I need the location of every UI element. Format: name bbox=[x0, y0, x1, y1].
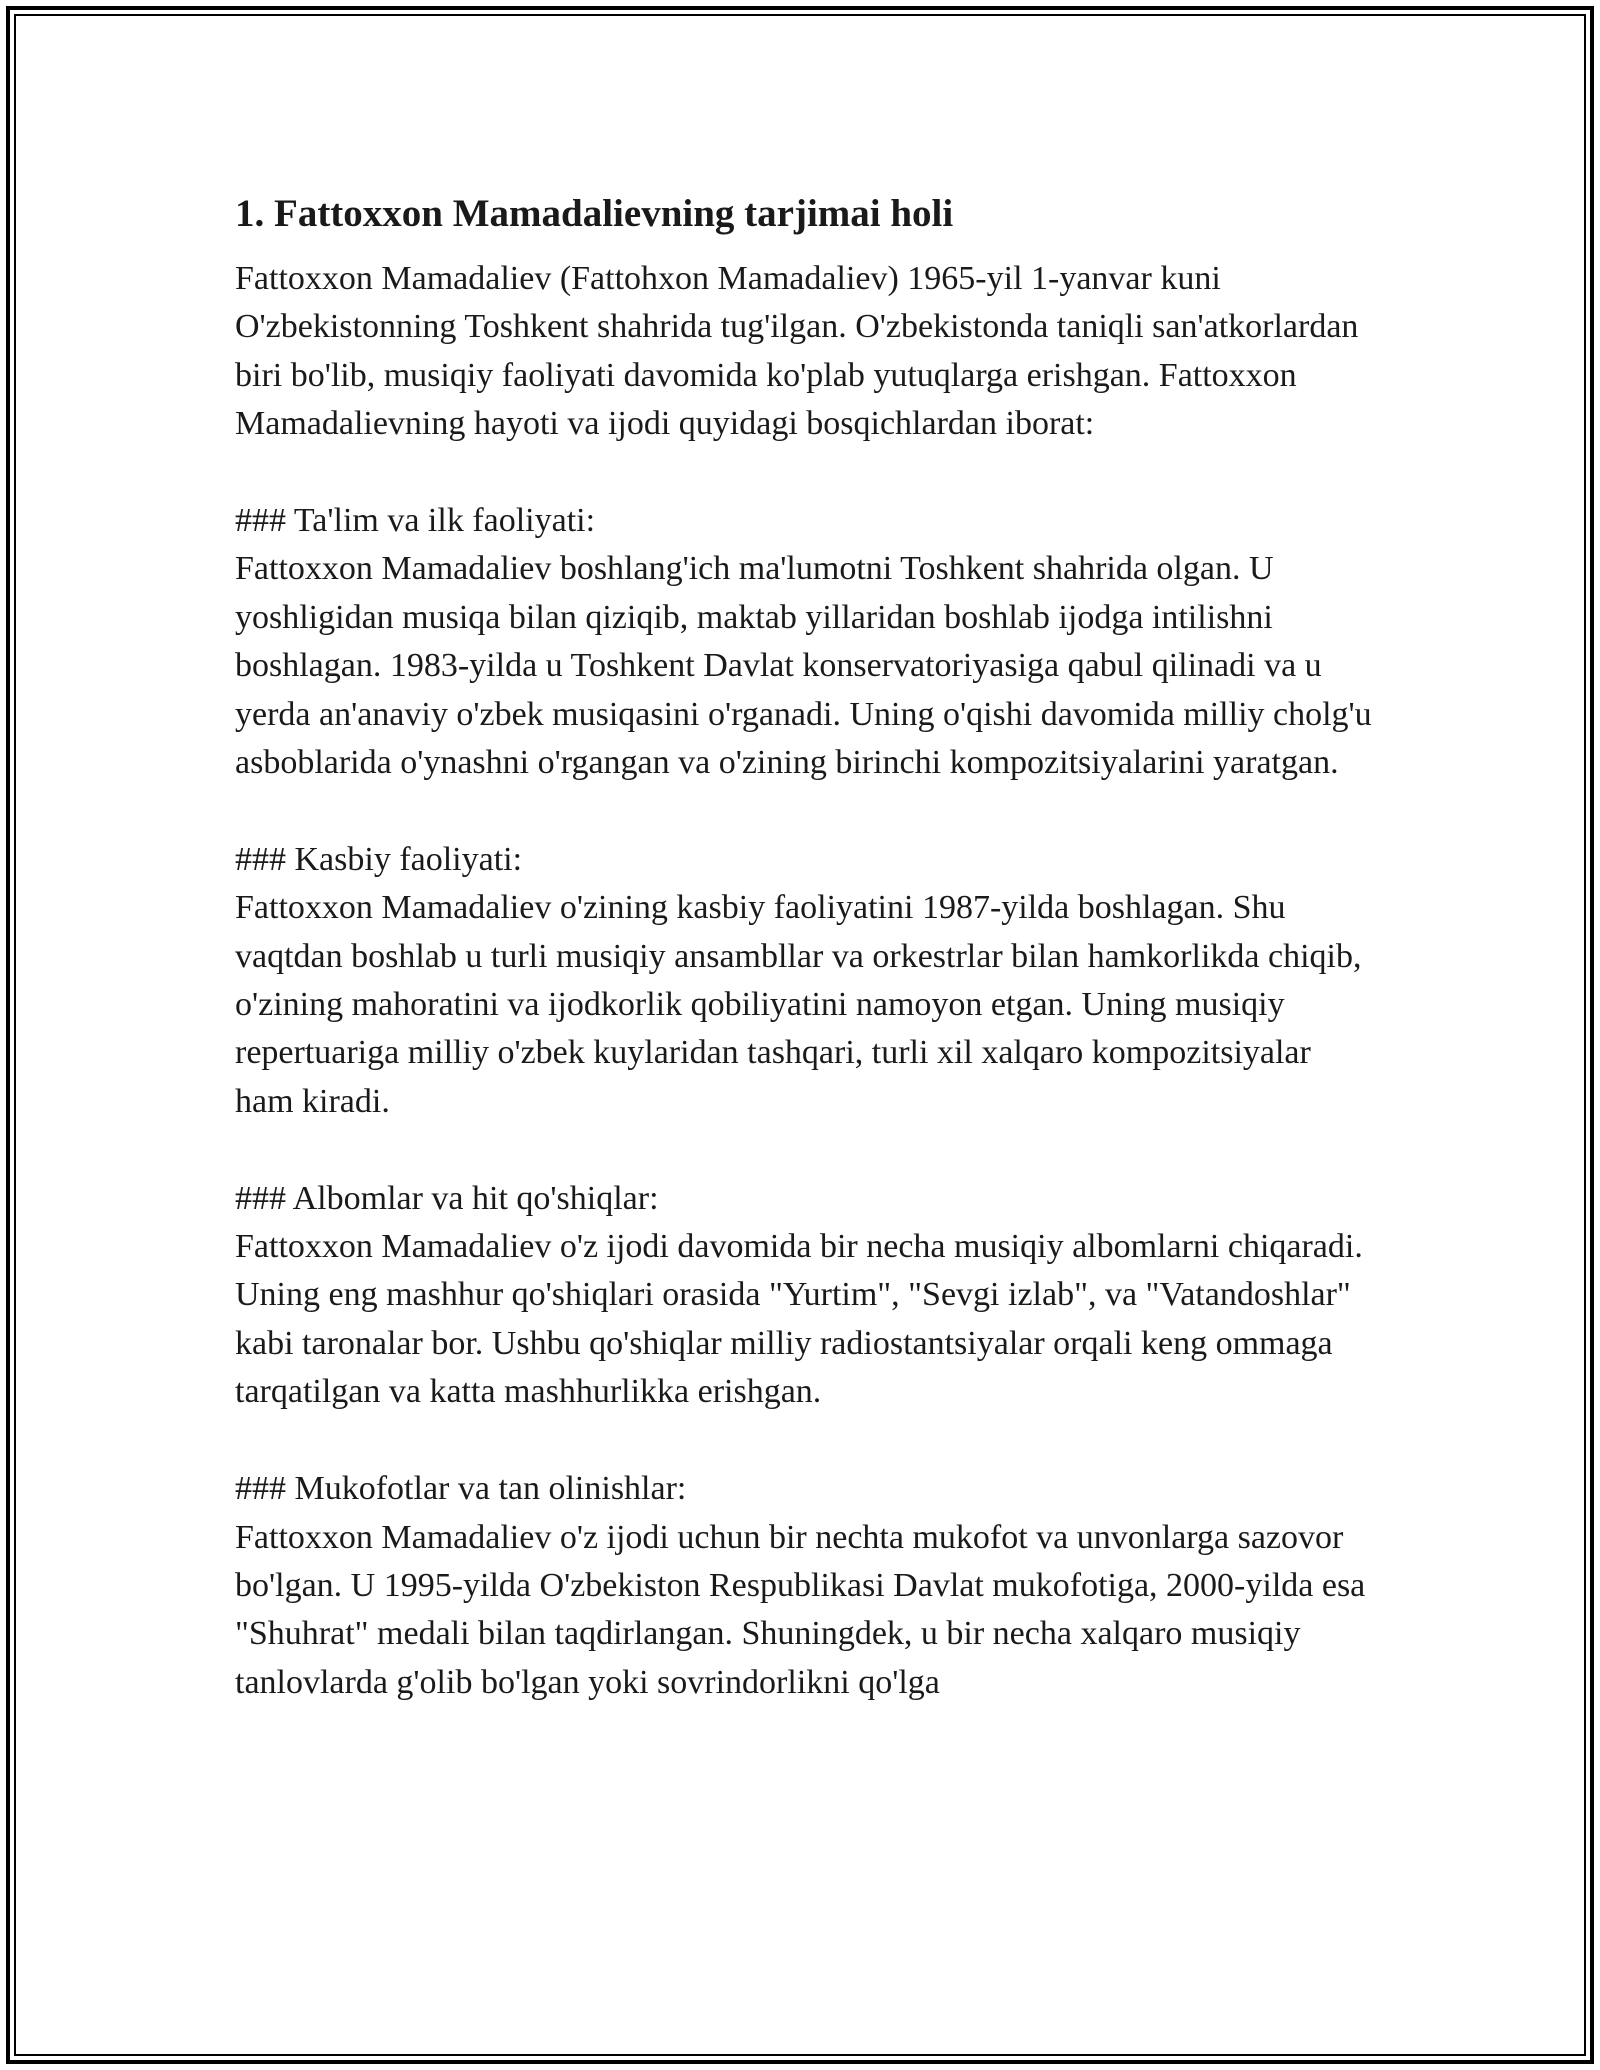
section-paragraph: Fattoxxon Mamadaliev o'z ijodi davomida bir necha musiqiy albomlarni chiqaradi. Uning eng mashhur qo'shiqlari orasida "Yurtim", "Sevgi izlab", va "Vatandoshlar" kabi taronalar bor. Ushbu qo'shiqlar milliy radiostantsiyalar orqali keng ommaga tarqatilgan va katta mashhurlikka erishgan. bbox=[235, 1228, 1363, 1411]
section-paragraph: Fattoxxon Mamadaliev o'zining kasbiy faoliyatini 1987-yilda boshlagan. Shu vaqtdan boshlab u turli musiqiy ansambllar va orkestrlar bilan hamkorlikda chiqib, o'zining mahoratini va ijodkorlik qobiliyatini namoyon etgan. Uning musiqiy repertuariga milliy o'zbek kuylaridan tashqari, turli xil xalqaro kompozitsiyalar ham kiradi. bbox=[235, 889, 1362, 1120]
section-heading: ### Kasbiy faoliyati: bbox=[235, 840, 523, 878]
section-kasbiy bbox=[235, 836, 1375, 1126]
section-mukofotlar bbox=[235, 1465, 1375, 1707]
document-body bbox=[235, 185, 1375, 1707]
section-paragraph: Fattoxxon Mamadaliev boshlang'ich ma'lumotni Toshkent shahrida olgan. U yoshligidan musiqa bilan qiziqib, maktab yillaridan boshlab ijodga intilishni boshlagan. 1983-yilda u Toshkent Davlat konservatoriyasiga qabul qilinadi va u yerda an'anaviy o'zbek musiqasini o'rganadi. Uning o'qishi davomida milliy cholg'u asboblarida o'ynashni o'rgangan va o'zining birinchi kompozitsiyalarini yaratgan. bbox=[235, 550, 1372, 782]
section-paragraph: Fattoxxon Mamadaliev o'z ijodi uchun bir nechta mukofot va unvonlarga sazovor bo'lgan. U 1995-yilda O'zbekiston Respublikasi Davlat mukofotiga, 2000-yilda esa "Shuhrat" medali bilan taqdirlangan. Shuningdek, u bir necha xalqaro musiqiy tanlovlarda g'olib bo'lgan yoki sovrindorlikni qo'lga bbox=[235, 1518, 1366, 1701]
section-heading: ### Mukofotlar va tan olinishlar: bbox=[235, 1470, 687, 1508]
section-talim bbox=[235, 497, 1375, 787]
intro-paragraph: Fattoxxon Mamadaliev (Fattohxon Mamadaliev) 1965-yil 1-yanvar kuni O'zbekistonning Toshkent shahrida tug'ilgan. O'zbekistonda taniqli san'atkorlardan biri bo'lib, musiqiy faoliyati davomida ko'plab yutuqlarga erishgan. Fattoxxon Mamadalievning hayoti va ijodi quyidagi bosqichlardan iborat: bbox=[235, 260, 1359, 443]
section-albomlar bbox=[235, 1175, 1375, 1417]
section-heading: ### Ta'lim va ilk faoliyati: bbox=[235, 502, 596, 540]
section-heading: ### Albomlar va hit qo'shiqlar: bbox=[235, 1179, 659, 1217]
document-title: 1. Fattoxxon Mamadalievning tarjimai holi bbox=[235, 192, 954, 235]
